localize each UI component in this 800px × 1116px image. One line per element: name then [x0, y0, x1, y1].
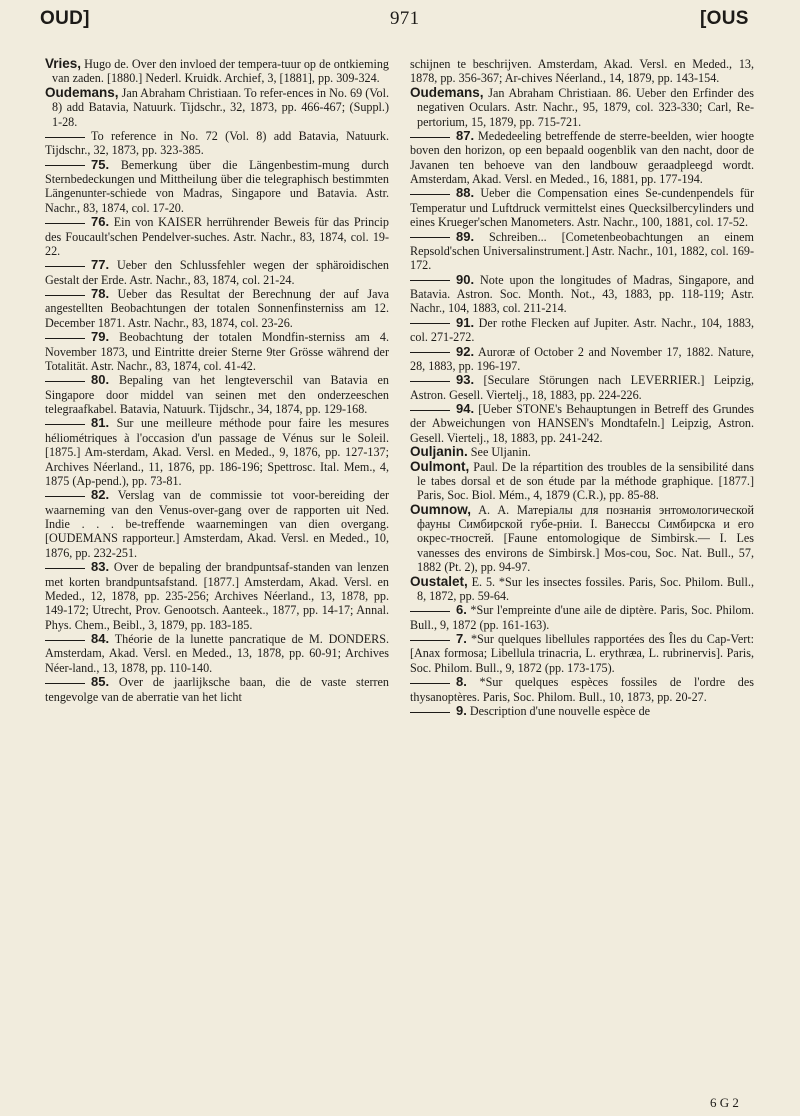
ditto-dash	[45, 424, 85, 425]
entry-number: 78.	[91, 286, 110, 301]
entry-text: Note upon the longitudes of Madras, Singapore, and Batavia. Astron. Soc. Month. Not., 43, 1883, pp. 118-119; Astr. Nachr., 104, 1883, col. 211-214.	[410, 272, 754, 316]
entry-number: 82.	[91, 487, 110, 503]
author-name: Oudemans,	[45, 84, 119, 100]
bibliography-entry	[45, 129, 389, 158]
bibliography-entry	[45, 215, 389, 258]
signature-mark: 6 G 2	[710, 1095, 739, 1110]
author-entry	[45, 86, 389, 129]
entry-text: Sur une meilleure méthode pour faire les mesures héliométriques à l'occasion d'un passage de Vénus sur le Soleil. [1875.] Am-sterdam, Akad. Versl. en Meded., 9, 1876, pp. 127-137; Archives Néerland., 11, 1876, pp. 186-196; Spettrosc. Ital. Mem., 4, 1875 (Ap-pend.), pp. 73-81.	[45, 416, 389, 488]
bibliography-entry	[410, 230, 754, 273]
bibliography-entry	[45, 287, 389, 330]
ditto-dash	[410, 237, 450, 238]
left-column	[45, 57, 389, 704]
entry-number: 85.	[91, 674, 110, 690]
entry-text: Ueber die Compensation eines Se-cundenpendels für Temperatur und Luftdruck vermittelst eines Quecksilbercylinders und eines Krueger'schen Manometers. Astr. Nachr., 100, 1881, col. 17-52.	[410, 186, 754, 230]
entry-text: *Sur l'empreinte d'une aile de diptère. Paris, Soc. Philom. Bull., 9, 1872 (pp. 161-163).	[410, 603, 754, 632]
entry-text: Der rothe Flecken auf Jupiter. Astr. Nachr., 104, 1883, col. 271-272.	[410, 315, 754, 345]
entry-text: Jan Abraham Christiaan. 86. Ueber den Erfinder des negativen Oculars. Astr. Nachr., 95, 1879, col. 323-330; Carl, Re-pertorium, 15, 1879, pp. 715-721.	[417, 85, 754, 129]
entry-text: To reference in No. 72 (Vol. 8) add Batavia, Natuurk. Tijdschr., 32, 1873, pp. 323-385.	[45, 128, 389, 158]
bibliography-entry	[45, 258, 389, 287]
page-header	[0, 0, 800, 40]
entry-number: 87.	[456, 127, 475, 143]
bibliography-entry	[410, 186, 754, 229]
entry-text: Over de jaarlijksche baan, die de vaste sterren tengevolge van de aberratie van het licht	[45, 675, 389, 704]
entry-number: 89.	[456, 228, 475, 244]
author-name: Oudemans,	[410, 84, 484, 100]
header-right-range: [OUS	[700, 8, 749, 29]
ditto-dash	[45, 683, 85, 684]
bibliography-entry	[410, 316, 754, 345]
bibliography-entry	[410, 129, 754, 187]
entry-number: 6.	[456, 602, 467, 618]
author-name: Oulmont,	[410, 458, 470, 474]
entry-text: Ueber das Resultat der Berechnung der auf Java angestellten Beobachtungen der totalen Sonnenfinsterniss am 12. December 1871. Astr. Nachr., 83, 1874, col. 23-26.	[45, 287, 389, 330]
entry-text: schijnen te beschrijven. Amsterdam, Akad. Versl. en Meded., 13, 1878, pp. 356-367; Ar-chives Néerland., 14, 1879, pp. 143-154.	[410, 57, 754, 86]
entry-number: 94.	[456, 401, 475, 416]
right-column	[410, 57, 754, 718]
bibliography-entry	[45, 158, 389, 216]
ditto-dash	[45, 165, 85, 166]
bibliography-entry	[45, 488, 389, 560]
author-entry	[410, 460, 754, 503]
ditto-dash	[45, 137, 85, 138]
author-entry	[410, 445, 754, 459]
ditto-dash	[410, 712, 450, 713]
entry-number: 93.	[456, 372, 475, 388]
ditto-dash	[410, 683, 450, 684]
entry-number: 8.	[456, 674, 467, 690]
header-left-range: OUD]	[40, 8, 90, 29]
ditto-dash	[45, 223, 85, 224]
entry-number: 84.	[91, 631, 110, 646]
entry-text: *Sur quelques espèces fossiles de l'ordre des thysanoptères. Paris, Soc. Philom. Bull., 10, 1873, pp. 20-27.	[410, 675, 754, 704]
entry-text: Ein von KAISER herrührender Beweis für das Princip des Foucault'schen Pendelver-suches. Astr. Nachr., 83, 1874, col. 19-22.	[45, 215, 389, 258]
bibliography-entry	[410, 345, 754, 374]
entry-number: 83.	[91, 559, 110, 575]
entry-number: 92.	[456, 343, 475, 359]
entry-text: Paul. De la répartition des troubles de la sensibilité dans le tabes dorsal et de son étude par la méthode graphique. [1877.] Paris, Soc. Biol. Mém., 4, 1879 (C.R.), pp. 85-88.	[417, 459, 754, 503]
bibliography-entry	[410, 402, 754, 445]
entry-text: Théorie de la lunette pancratique de M. DONDERS. Amsterdam, Akad. Versl. en Meded., 13, 1878, pp. 60-91; Archives Néer-land., 13, 1878, pp. 110-140.	[45, 632, 389, 675]
bibliography-entry	[410, 632, 754, 675]
ditto-dash	[410, 352, 450, 353]
ditto-dash	[410, 280, 450, 281]
bibliography-entry	[410, 373, 754, 402]
entry-text: [Ueber STONE's Behauptungen in Betreff des Grundes der Abweichungen von HANSEN's Mondtafeln.] Leipzig, Astron. Gesell. Viertelj., 18, 1883, pp. 241-242.	[410, 402, 754, 445]
entry-text: Bemerkung über die Längenbestim-mung durch Sternbedeckungen und Mittheilung über die telegraphisch bestimmten Längenunter-schiede von Madras, Singapore und Batavia. Astr. Nachr., 83, 1874, col. 17-20.	[45, 157, 389, 215]
ditto-dash	[45, 338, 85, 339]
ditto-dash	[410, 194, 450, 195]
bibliography-entry	[410, 704, 754, 718]
entry-number: 91.	[456, 314, 475, 330]
ditto-dash	[410, 381, 450, 382]
author-name: Oustalet,	[410, 573, 468, 589]
entry-number: 76.	[91, 214, 110, 230]
ditto-dash	[410, 611, 450, 612]
entry-number: 75.	[91, 156, 110, 172]
entry-text: Schreiben... [Cometenbeobachtungen an einem Repsold'schen Universalinstrument.] Astr. Nachr., 101, 1882, col. 169-172.	[410, 229, 754, 273]
ditto-dash	[45, 496, 85, 497]
entry-text: Beobachtung der totalen Mondfin-sterniss am 4. November 1873, und Eintritte dreier Sterne 9ter Grösse während der Totalität. Astr. Nachr., 83, 1874, col. 41-42.	[45, 330, 389, 373]
ditto-dash	[45, 266, 85, 267]
author-entry	[410, 86, 754, 129]
continued-entry	[410, 57, 754, 86]
ditto-dash	[45, 295, 85, 296]
ditto-dash	[410, 410, 450, 411]
ditto-dash	[45, 640, 85, 641]
ditto-dash	[410, 323, 450, 324]
entry-number: 77.	[91, 257, 110, 273]
entry-text: A. A. Матеріалы для познанія энтомологической фауны Симбирской губе-рніи. I. Ванессы Симбирска и его окрес-тностей. [Faune entomologique de Simbirsk.— I. Les vanesses des environs de Simbirsk.] Mos-cou, Soc. Nat. Bull., 57, 1882 (Pt. 2), pp. 94-97.	[417, 502, 754, 575]
author-entry	[45, 57, 389, 86]
bibliography-entry	[45, 373, 389, 416]
entry-number: 7.	[456, 631, 467, 646]
entry-text: Auroræ of October 2 and November 17, 1882. Nature, 28, 1883, pp. 196-197.	[410, 344, 754, 373]
ditto-dash	[45, 381, 85, 382]
ditto-dash	[45, 568, 85, 569]
author-entry	[410, 503, 754, 575]
entry-number: 80.	[91, 372, 110, 388]
entry-text: Bepaling van het lengteverschil van Batavia en Singapore door middel van seinen met den onderzeeschen telegraafkabel. Batavia, Natuurk. Tijdschr., 34, 1874, pp. 129-168.	[45, 373, 389, 416]
bibliography-entry	[45, 675, 389, 704]
entry-number: 9.	[456, 702, 467, 718]
entry-text: E. 5. *Sur les insectes fossiles. Paris, Soc. Philom. Bull., 8, 1872, pp. 59-64.	[417, 574, 754, 603]
entry-text: Verslag van de commissie tot voor-bereiding der waarneming van den Venus-over-gang over de rapporten uit Ned. Indie . . . be-treffende waarnemingen van dien overgang. [OUDEMANS rapporteur.] Amsterdam, Akad. Versl. en Meded., 10, 1876, pp. 232-251.	[45, 488, 389, 560]
page-number: 971	[390, 8, 420, 29]
bibliography-entry	[410, 603, 754, 632]
entry-number: 88.	[456, 185, 475, 201]
bibliography-entry	[45, 330, 389, 373]
bibliography-entry	[45, 560, 389, 632]
entry-text: Ueber den Schlussfehler wegen der sphäroidischen Gestalt der Erde. Astr. Nachr., 83, 1874, col. 21-24.	[45, 258, 389, 287]
author-name: Vries,	[45, 56, 82, 71]
ditto-dash	[410, 640, 450, 641]
entry-text: See Uljanin.	[467, 445, 531, 460]
entry-text: Description d'une nouvelle espèce de	[466, 703, 651, 718]
entry-number: 81.	[91, 415, 110, 431]
entry-text: Hugo de. Over den invloed der tempera-tuur op de ontkieming van zaden. [1880.] Nederl. Kruidk. Archief, 3, [1881], pp. 309-324.	[52, 57, 389, 86]
author-name: Ouljanin.	[410, 444, 468, 460]
bibliography-entry	[45, 416, 389, 488]
author-name: Oumnow,	[410, 501, 471, 517]
entry-number: 79.	[91, 329, 110, 345]
author-entry	[410, 575, 754, 604]
ditto-dash	[410, 137, 450, 138]
bibliography-entry	[410, 675, 754, 704]
entry-text: Over de bepaling der brandpuntsaf-standen van lenzen met korten brandpuntsafstand. [1877.] Amsterdam, Akad. Versl. en Meded., 12, 1878, pp. 235-256; Archives Néerland., 13, 1878, pp. 149-172; Utrecht, Prov. Genootsch. Aanteek., 1877, pp. 14-17; Annal. Phys. Chem., Beibl., 3, 1879, pp. 183-185.	[45, 560, 389, 632]
bibliography-entry	[410, 273, 754, 316]
entry-text: [Seculare Störungen nach LEVERRIER.] Leipzig, Astron. Gesell. Viertelj., 18, 1883, pp. 224-226.	[410, 373, 754, 402]
entry-number: 90.	[456, 271, 475, 287]
entry-text: *Sur quelques libellules rapportées des Îles du Cap-Vert: [Anax formosa; Libellula trinacria, L. erythræa, L. rubrinervis]. Paris, Soc. Philom. Bull., 9, 1872 (pp. 173-175).	[410, 632, 754, 675]
bibliography-entry	[45, 632, 389, 675]
entry-text: Mededeeling betreffende de sterre-beelden, wier hoogte boven den horizon, op een bepaald oogenblik van den nacht, door de Javanen ten behoeve van den landbouw geraadpleegd wordt. Amsterdam, Akad. Versl. en Meded., 16, 1881, pp. 177-194.	[410, 128, 754, 186]
entry-text: Jan Abraham Christiaan. To refer-ences in No. 69 (Vol. 8) add Batavia, Natuurk. Tijdschr., 32, 1873, pp. 466-467; (Suppl.) 1-28.	[52, 85, 389, 129]
